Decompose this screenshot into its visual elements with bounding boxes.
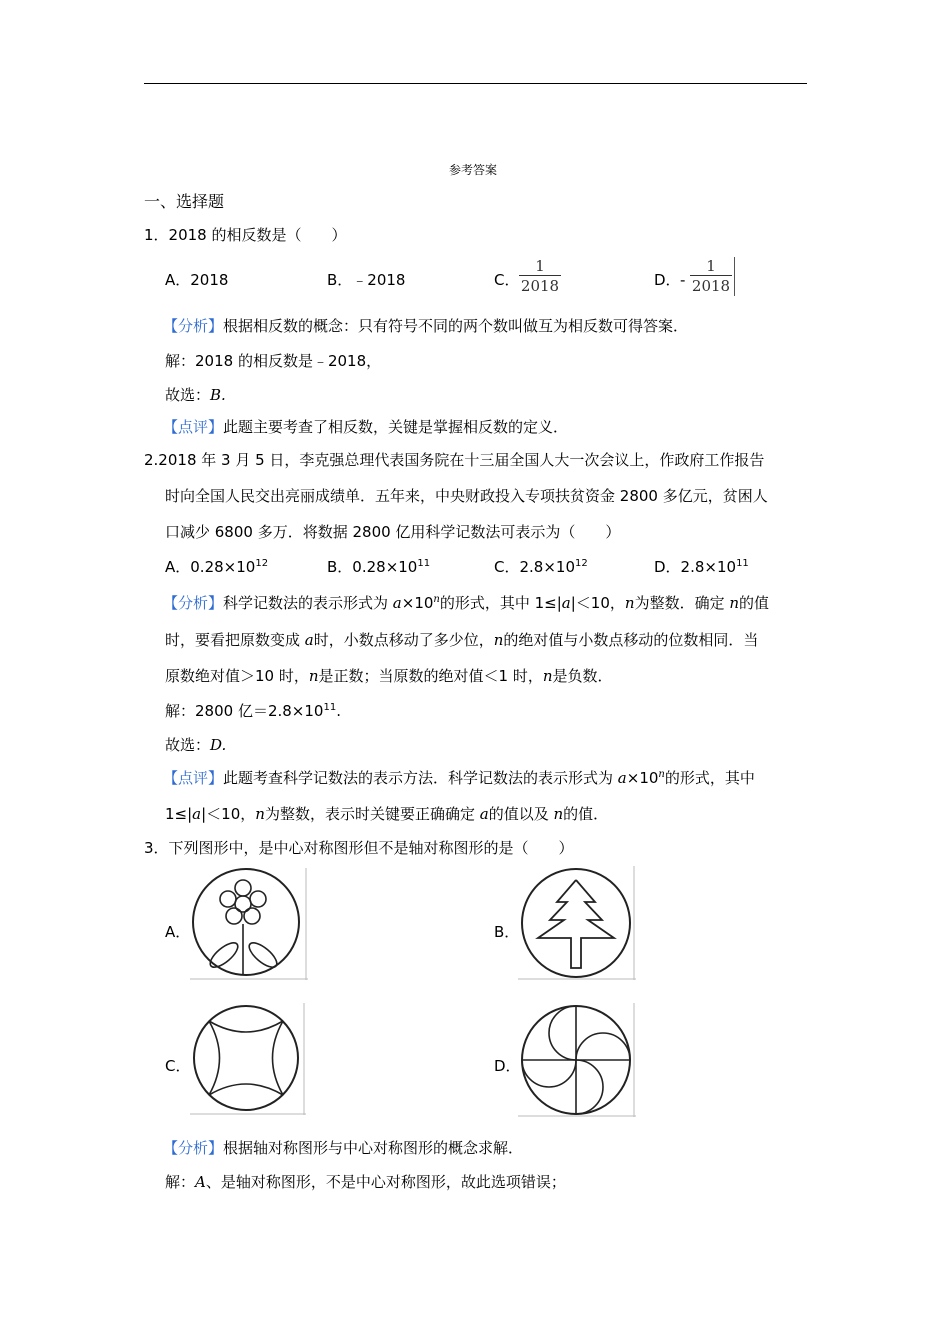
exponent: 12 [574, 558, 588, 569]
text: 的形式，其中 1≤| [439, 594, 562, 612]
q2-analysis-line1 [163, 593, 769, 613]
q1-option-d-label: D． [654, 271, 681, 289]
q2-stem-line2: 时向全国人民交出亮丽成绩单．五年来，中央财政投入专项扶贫资金 2800 多亿元，贫困人 [165, 487, 768, 505]
choice-answer: D. [210, 736, 227, 754]
var-a: a [479, 805, 489, 823]
q1-option-a: A．2018 [165, 271, 229, 289]
comment-tag: 【点评】 [163, 418, 224, 436]
var-n: n [433, 594, 440, 605]
q2-stem-line1: 2.2018 年 3 月 5 日，李克强总理代表国务院在十三届全国人大一次会议上，作政府工作报告 [144, 451, 765, 469]
page-title: 参考答案 [449, 163, 498, 177]
var-a: a [561, 594, 571, 612]
exponent: 11 [323, 702, 337, 713]
var-n: n [729, 594, 740, 612]
exponent: 12 [255, 558, 269, 569]
fraction-numerator: 1 [535, 257, 545, 275]
text: 、是轴对称图形，不是中心对称图形，故此选项错误； [205, 1173, 566, 1191]
q3-analysis [163, 1138, 523, 1158]
comment-text: 此题主要考查了相反数，关键是掌握相反数的定义． [223, 418, 569, 436]
q1-stem: 1．2018 的相反数是（ ） [144, 226, 347, 244]
q2-option-d [654, 557, 749, 577]
choice-prefix: 故选： [165, 386, 211, 404]
q3-option-a-label: A． [165, 923, 191, 941]
exponent: 11 [417, 558, 431, 569]
text: 的形式，其中 [664, 769, 755, 787]
option-text: B．0.28×10 [327, 558, 418, 576]
q2-choice [165, 735, 226, 755]
q1-comment [163, 417, 568, 437]
var-a: a [392, 594, 402, 612]
q3-solution [165, 1172, 566, 1192]
figure-tree [518, 866, 636, 980]
text: 是正数；当原数的绝对值＜1 时， [318, 667, 543, 685]
analysis-text: 根据相反数的概念：只有符号不同的两个数叫做互为相反数可得答案． [223, 317, 689, 335]
q1-option-d-sign: - [680, 271, 686, 289]
fraction-denominator: 2018 [691, 277, 731, 295]
option-text: A．0.28×10 [165, 558, 256, 576]
header-rule [144, 83, 807, 84]
q1-analysis [163, 316, 688, 336]
text: 时，要看把原数变成 [165, 631, 305, 649]
text: 的值． [563, 805, 609, 823]
var-n: n [624, 594, 635, 612]
q2-option-a [165, 557, 268, 577]
q2-option-c [494, 557, 588, 577]
option-ref: A [195, 1173, 206, 1191]
var-n: n [493, 631, 504, 649]
q1-option-d-fraction [688, 257, 735, 296]
var-n: n [658, 769, 665, 780]
q2-comment-line1 [163, 768, 755, 788]
q1-choice [165, 385, 226, 405]
q2-analysis-line3 [165, 666, 613, 686]
q2-comment-line2 [165, 804, 608, 824]
var-a: a [192, 805, 202, 823]
text: ×10 [626, 769, 659, 787]
text: 此题考查科学记数法的表示方法．科学记数法的表示形式为 [223, 769, 618, 787]
q3-option-c-label: C． [165, 1057, 191, 1075]
fraction-numerator: 1 [706, 257, 716, 275]
q1-option-b: B．﹣2018 [327, 271, 406, 289]
text: . [336, 702, 341, 720]
text: |＜10， [570, 594, 625, 612]
option-text: C．2.8×10 [494, 558, 575, 576]
choice-prefix: 故选： [165, 736, 211, 754]
text: 解： [165, 1173, 196, 1191]
figure-concave-square [190, 1003, 306, 1115]
text: |＜10， [201, 805, 256, 823]
text: 时，小数点移动了多少位， [313, 631, 494, 649]
q2-option-b [327, 557, 430, 577]
exponent: 11 [736, 558, 749, 569]
choice-answer: B. [210, 386, 226, 404]
fraction-denominator: 2018 [520, 277, 560, 295]
figure-pinwheel [518, 1003, 636, 1117]
var-a: a [304, 631, 314, 649]
q1-option-c-fraction [517, 257, 563, 296]
q3-option-d-label: D． [494, 1057, 521, 1075]
analysis-text: 根据轴对称图形与中心对称图形的概念求解． [223, 1139, 524, 1157]
var-n: n [308, 667, 319, 685]
analysis-tag: 【分析】 [163, 1139, 224, 1157]
text: 的值 [739, 594, 770, 612]
comment-tag: 【点评】 [163, 769, 224, 787]
q2-solution [165, 701, 341, 721]
var-n: n [542, 667, 553, 685]
option-text: D．2.8×10 [654, 558, 737, 576]
q2-analysis-line2 [165, 630, 758, 650]
figure-flower [190, 868, 308, 980]
section-heading: 一、选择题 [144, 192, 225, 211]
text: 为整数，表示时关键要正确确定 [264, 805, 480, 823]
text: 解：2800 亿＝2.8×10 [165, 702, 324, 720]
q3-option-b-label: B． [494, 923, 520, 941]
q1-option-c-label: C． [494, 271, 520, 289]
var-n: n [553, 805, 564, 823]
q1-solution: 解：2018 的相反数是﹣2018， [165, 352, 382, 370]
text: 的值以及 [488, 805, 554, 823]
var-n: n [255, 805, 265, 823]
q3-stem: 3．下列图形中，是中心对称图形但不是轴对称图形的是（ ） [144, 839, 574, 857]
text: 的绝对值与小数点移动的位数相同．当 [503, 631, 759, 649]
text: 为整数．确定 [634, 594, 730, 612]
text: 科学记数法的表示形式为 [223, 594, 393, 612]
q2-stem-line3: 口减少 6800 多万．将数据 2800 亿用科学记数法可表示为（ ） [165, 523, 621, 541]
text: 1≤| [165, 805, 193, 823]
analysis-tag: 【分析】 [163, 594, 224, 612]
text: ×10 [401, 594, 434, 612]
var-a: a [617, 769, 627, 787]
text: 是负数． [552, 667, 613, 685]
analysis-tag: 【分析】 [163, 317, 224, 335]
text: 原数绝对值＞10 时， [165, 667, 309, 685]
